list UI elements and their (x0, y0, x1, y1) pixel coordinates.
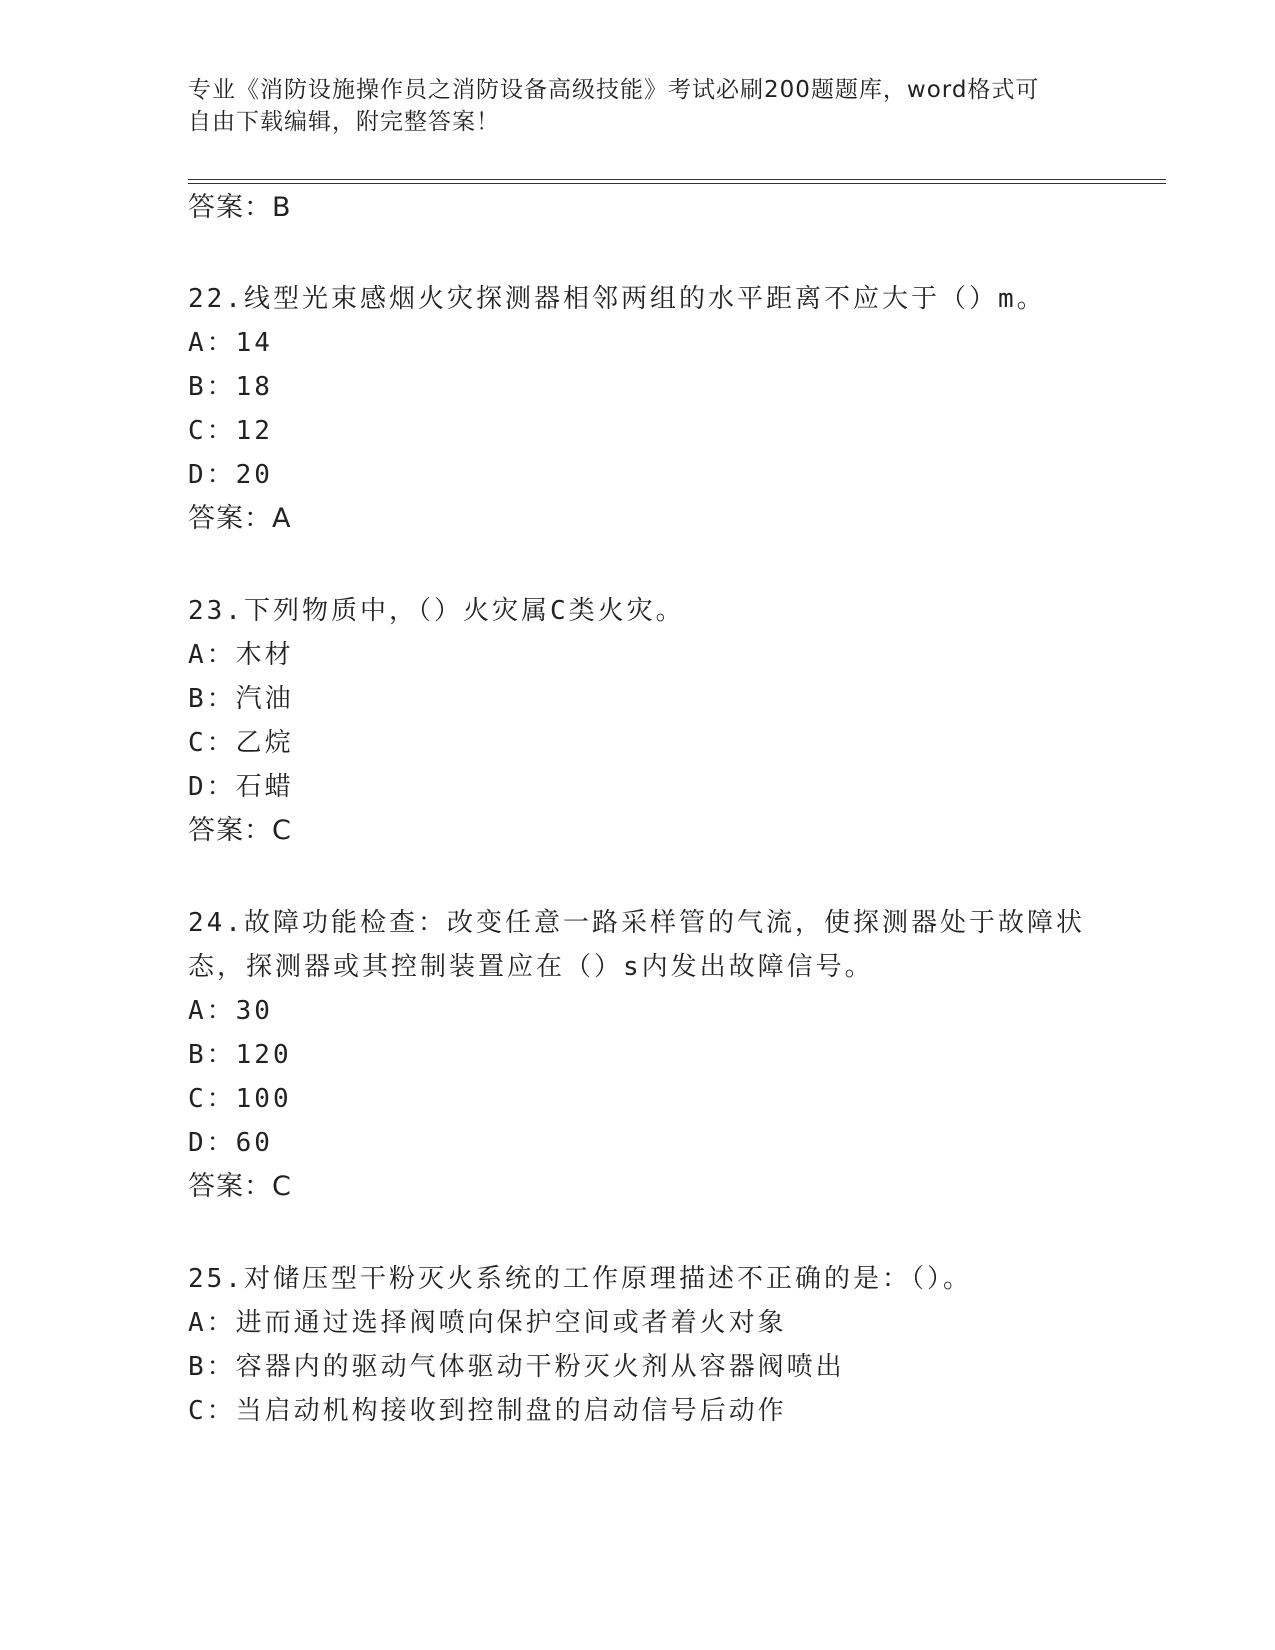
question-24-option-b: B：120 (188, 1040, 292, 1070)
question-25-option-a: A：进而通过选择阀喷向保护空间或者着火对象 (188, 1308, 787, 1338)
question-23-option-d: D：石蜡 (188, 772, 294, 802)
question-23-stem: 23.下列物质中，（）火灾属C类火灾。 (188, 596, 685, 626)
question-23-answer: 答案：C (188, 815, 292, 846)
question-25-stem: 25.对储压型干粉灭火系统的工作原理描述不正确的是：（）。 (188, 1264, 972, 1294)
previous-answer: 答案：B (188, 192, 292, 223)
question-23-option-b: B：汽油 (188, 684, 294, 714)
question-24-option-c: C：100 (188, 1084, 292, 1114)
question-22-option-d: D：20 (188, 460, 273, 490)
question-22-answer: 答案：A (188, 503, 292, 534)
header-line-2: 自由下载编辑，附完整答案！ (188, 109, 500, 135)
document-header (188, 74, 1088, 138)
question-22-stem: 22.线型光束感烟火灾探测器相邻两组的水平距离不应大于（）m。 (188, 284, 1046, 314)
question-24-answer: 答案：C (188, 1171, 292, 1202)
question-24-stem-line-2: 态，探测器或其控制装置应在（）s内发出故障信号。 (188, 952, 874, 982)
question-23-option-c: C：乙烷 (188, 728, 294, 758)
question-22-option-a: A：14 (188, 328, 273, 358)
header-divider-top (188, 179, 1166, 180)
header-divider-bottom (188, 183, 1166, 184)
question-24-option-d: D：60 (188, 1128, 273, 1158)
question-24-option-a: A：30 (188, 996, 273, 1026)
question-24-stem-line-1: 24.故障功能检查：改变任意一路采样管的气流，使探测器处于故障状 (188, 908, 1085, 938)
question-22-option-b: B：18 (188, 372, 273, 402)
question-22-option-c: C：12 (188, 416, 273, 446)
question-25-option-c: C：当启动机构接收到控制盘的启动信号后动作 (188, 1396, 787, 1426)
header-line-1: 专业《消防设施操作员之消防设备高级技能》考试必刷200题题库，word格式可 (188, 77, 1040, 103)
question-23-option-a: A：木材 (188, 640, 294, 670)
question-25-option-b: B：容器内的驱动气体驱动干粉灭火剂从容器阀喷出 (188, 1352, 845, 1382)
